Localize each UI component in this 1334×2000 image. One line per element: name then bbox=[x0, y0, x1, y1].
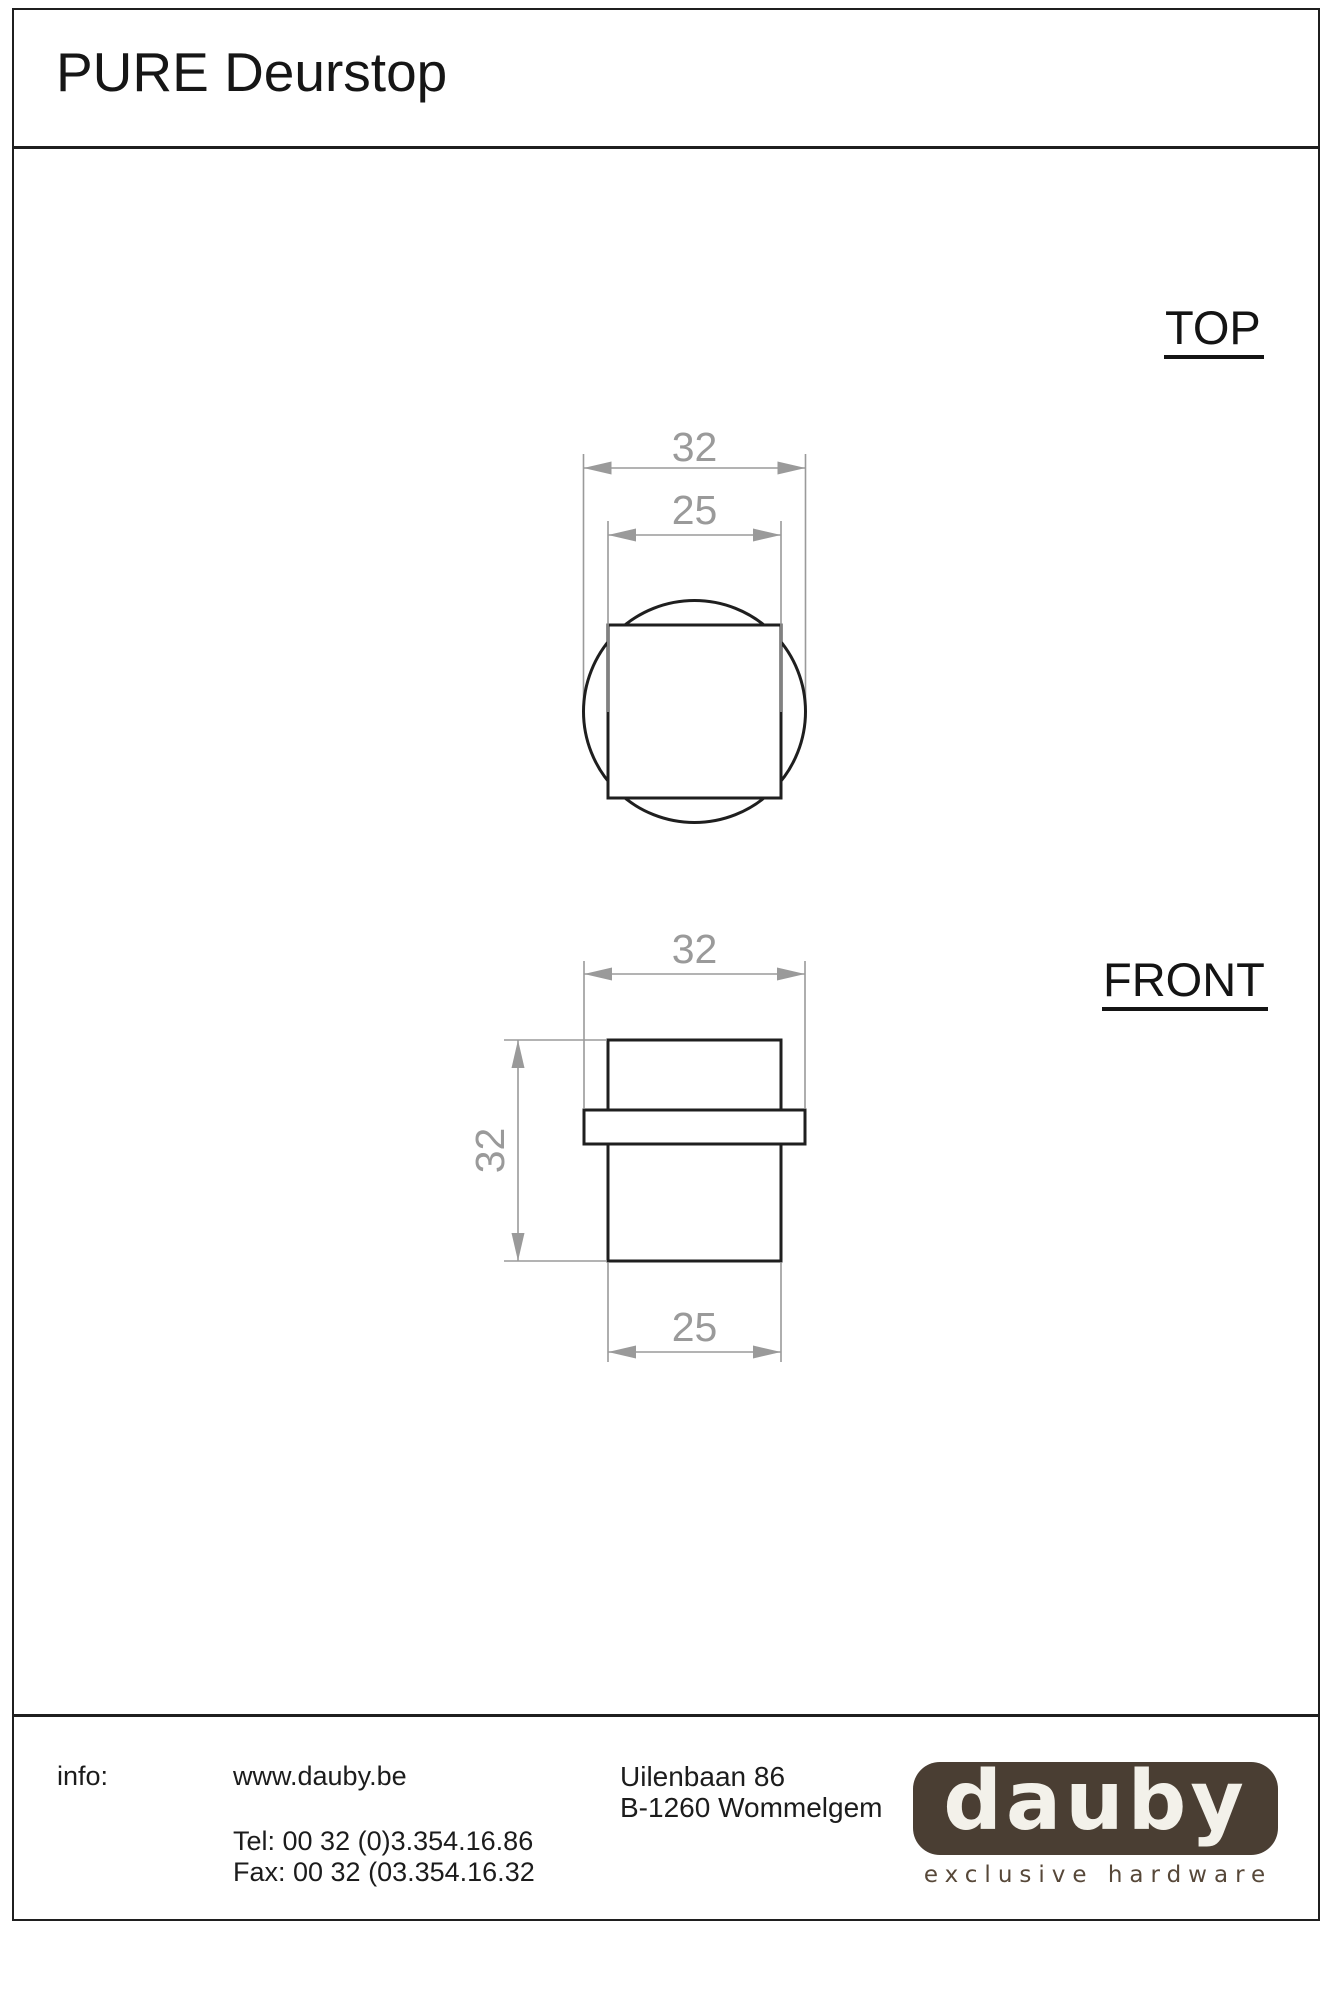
dauby-logo-wordmark: dauby bbox=[943, 1753, 1248, 1849]
footer-separator-line bbox=[12, 1714, 1320, 1717]
footer-info-label: info: bbox=[57, 1761, 109, 1791]
front-dim32top-value: 32 bbox=[671, 926, 718, 972]
front-view-label: FRONT bbox=[1102, 955, 1268, 1011]
footer-website-link: www.dauby.be bbox=[233, 1761, 407, 1791]
top-dim25-value: 25 bbox=[671, 487, 718, 533]
page-title: PURE Deurstop bbox=[56, 41, 448, 103]
title-separator-line bbox=[12, 146, 1320, 149]
top-view-label: TOP bbox=[1164, 303, 1264, 359]
footer-fax: Fax: 00 32 (03.354.16.32 bbox=[233, 1857, 535, 1887]
dauby-logo bbox=[913, 1753, 1278, 1855]
front-dim32side-value: 32 bbox=[467, 1127, 513, 1174]
footer-address-street: Uilenbaan 86 bbox=[620, 1761, 786, 1792]
top-dim32-value: 32 bbox=[671, 424, 718, 470]
footer-telephone: Tel: 00 32 (0)3.354.16.86 bbox=[233, 1826, 534, 1856]
front-dim25-value: 25 bbox=[671, 1304, 718, 1350]
dauby-logo-tagline: exclusive hardware bbox=[923, 1862, 1273, 1888]
footer-address-city: B-1260 Wommelgem bbox=[620, 1792, 883, 1823]
